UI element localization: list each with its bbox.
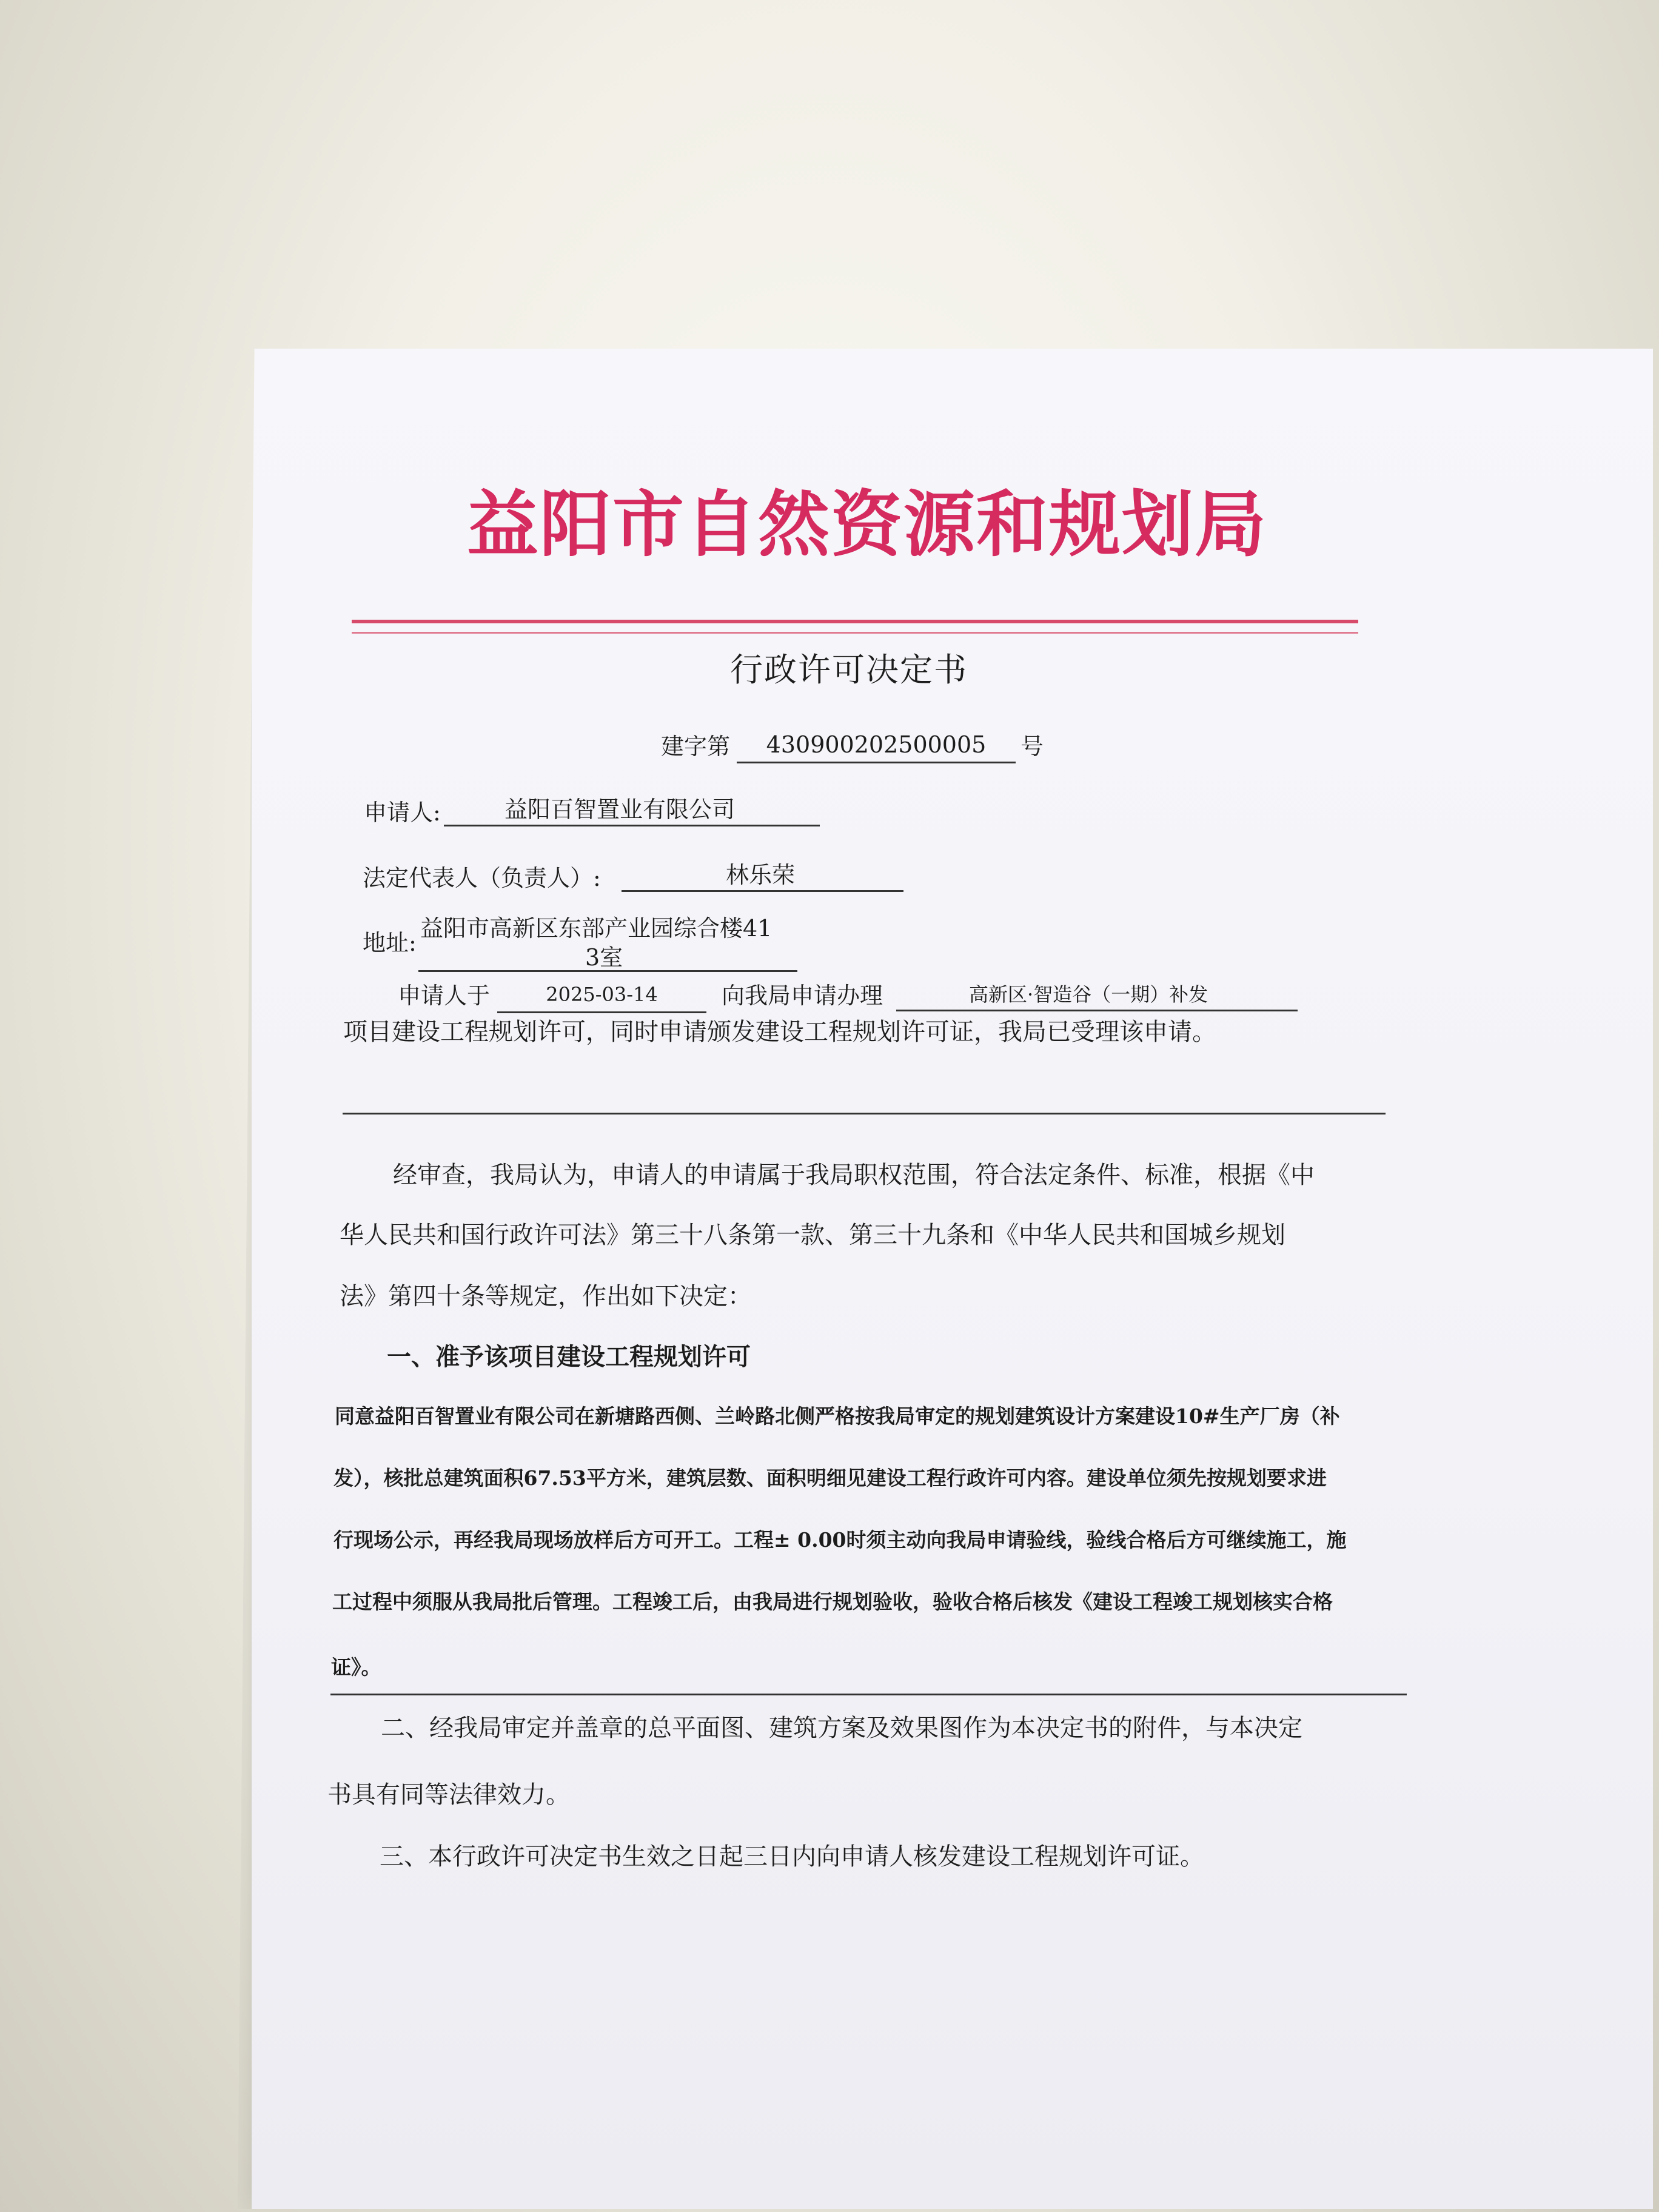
application-project: 高新区·智造谷（一期）补发 [896,977,1298,1011]
legal-rep-value: 林乐荣 [622,858,903,892]
application-date: 2025-03-14 [497,977,706,1013]
application-line2: 项目建设工程规划许可，同时申请颁发建设工程规划许可证，我局已受理该申请。 [343,1018,1216,1046]
ref-suffix: 号 [1021,733,1044,760]
applicant-value: 益阳百智置业有限公司 [444,793,820,826]
ref-number: 430900202500005 [737,728,1016,763]
decision1-line4: 工过程中须服从我局批后管理。工程竣工后，由我局进行规划验收，验收合格后核发《建设工程竣工规划核实合格 [332,1590,1333,1614]
decision1-line1: 同意益阳百智置业有限公司在新塘路西侧、兰岭路北侧严格按我局审定的规划建筑设计方案建设10#生产厂房（补 [335,1404,1340,1428]
agency-name: 益阳市自然资源和规划局 [466,483,1267,566]
legal-rep-label: 法定代表人（负责人）: [363,865,601,891]
ref-prefix: 建字第 [661,733,731,760]
applicant-label: 申请人: [364,799,441,826]
separator-rule [343,1113,1386,1114]
application-middle: 向我局申请办理 [722,982,883,1009]
decision1-line5: 证》。 [331,1655,381,1679]
decision1-heading: 一、准予该项目建设工程规划许可 [387,1342,751,1371]
address-label: 地址: [363,930,417,956]
decision1-rule [330,1694,1407,1695]
decision1-line3: 行现场公示，再经我局现场放样后方可开工。工程± 0.00时须主动向我局申请验线，验线合格后方可继续施工，施 [333,1528,1347,1552]
header-red-rule-thin [352,632,1358,634]
decision2-line1: 二、经我局审定并盖章的总平面图、建筑方案及效果图作为本决定书的附件，与本决定 [381,1714,1302,1742]
address-line2: 3室 [418,940,797,972]
header-red-rule [352,620,1358,623]
decision2-line2: 书具有同等法律效力。 [327,1781,570,1809]
address-line1: 益阳市高新区东部产业园综合楼41 [420,915,773,942]
review-line1: 经审查，我局认为，申请人的申请属于我局职权范围，符合法定条件、标准，根据《中 [393,1161,1315,1189]
decision1-line2: 发），核批总建筑面积67.53平方米，建筑层数、面积明细见建设工程行政许可内容。建设单位须先按规划要求进 [333,1466,1327,1490]
application-prefix: 申请人于 [398,982,491,1009]
decision3-line1: 三、本行政许可决定书生效之日起三日内向申请人核发建设工程规划许可证。 [380,1843,1204,1871]
review-line3: 法》第四十条等规定，作出如下决定： [340,1282,752,1310]
review-line2: 华人民共和国行政许可法》第三十八条第一款、第三十九条和《中华人民共和国城乡规划 [340,1221,1285,1249]
document-title: 行政许可决定书 [730,651,968,689]
